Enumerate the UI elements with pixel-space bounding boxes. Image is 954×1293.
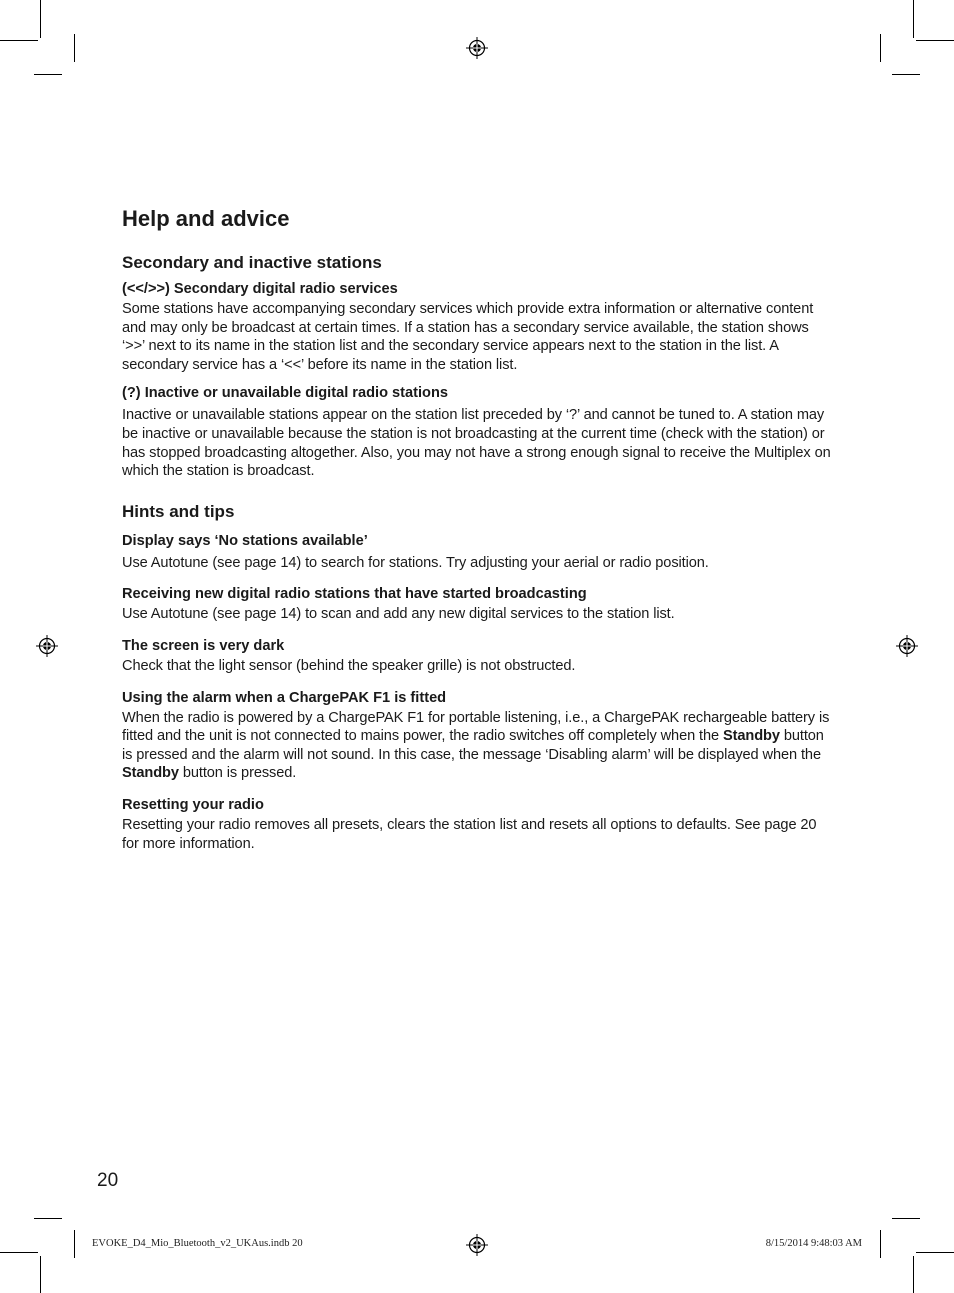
- text-run: When the radio is powered by a ChargePAK F1 for portable listening, i.e., a ChargePAK rechargeable battery is fitted and the unit is not connected to mains power, the radio switches off completely when the: [122, 709, 830, 745]
- registration-mark-icon: [466, 37, 488, 59]
- footer-file-slug: EVOKE_D4_Mio_Bluetooth_v2_UKAus.indb 20: [92, 1238, 303, 1249]
- crop-mark: [880, 1230, 881, 1258]
- section-hints-tips: [122, 501, 834, 853]
- crop-mark: [913, 1256, 914, 1293]
- crop-mark: [34, 74, 62, 75]
- topic-title: Receiving new digital radio stations that have started broadcasting: [122, 586, 587, 603]
- section-secondary-inactive: [122, 252, 834, 481]
- topic-title: (<</>>) Secondary digital radio services: [122, 281, 398, 297]
- topic-text: [122, 709, 834, 783]
- topic-text: Check that the light sensor (behind the speaker grille) is not obstructed.: [122, 657, 576, 674]
- help-topic: [122, 585, 834, 624]
- crop-mark: [892, 74, 920, 75]
- section-heading: Secondary and inactive stations: [122, 253, 382, 272]
- help-topic: [122, 532, 834, 573]
- crop-mark: [0, 40, 38, 41]
- crop-mark: [880, 34, 881, 62]
- registration-mark-icon: [36, 635, 58, 657]
- page-content: [122, 205, 834, 853]
- text-run: button is pressed.: [178, 765, 297, 782]
- help-topic: [122, 637, 834, 676]
- crop-mark: [916, 1252, 954, 1253]
- crop-mark: [74, 1230, 75, 1258]
- standby-label: Standby: [723, 728, 780, 745]
- crop-mark: [913, 0, 914, 38]
- crop-mark: [916, 40, 954, 41]
- help-topic: [122, 689, 834, 783]
- help-topic: [122, 384, 834, 480]
- topic-text: Use Autotune (see page 14) to scan and add any new digital services to the station list.: [122, 606, 675, 623]
- crop-mark: [74, 34, 75, 62]
- help-topic: [122, 280, 834, 374]
- topic-title: Using the alarm when a ChargePAK F1 is fitted: [122, 689, 447, 706]
- crop-mark: [40, 1256, 41, 1293]
- topic-title: The screen is very dark: [122, 637, 285, 654]
- topic-text: Resetting your radio removes all presets, clears the station list and resets all options to defaults. See page 20 for more information.: [122, 816, 817, 852]
- topic-text: Some stations have accompanying secondary services which provide extra information or alternative content and may only be broadcast at certain times. If a station has a secondary service available, the station shows ‘>>’ next to its name in the station list and the secondary service appears next to the station in the list. A secondary service has a ‘<<’ before its name in the station list.: [122, 301, 814, 373]
- section-heading: Hints and tips: [122, 501, 235, 521]
- registration-mark-icon: [466, 1234, 488, 1256]
- standby-label: Standby: [122, 765, 179, 782]
- text-run: button is pressed and the alarm will not sound. In this case, the message ‘Disabling alarm’ will be displayed when the: [122, 728, 824, 763]
- crop-mark: [40, 0, 41, 38]
- crop-mark: [0, 1252, 38, 1253]
- crop-mark: [892, 1218, 920, 1219]
- footer-date-slug: 8/15/2014 9:48:03 AM: [765, 1238, 862, 1249]
- topic-text: Use Autotune (see page 14) to search for stations. Try adjusting your aerial or radio position.: [122, 554, 709, 571]
- topic-title: Resetting your radio: [122, 796, 264, 813]
- topic-title: Display says ‘No stations available’: [122, 532, 368, 549]
- page-title: Help and advice: [122, 206, 290, 231]
- page-number: 20: [97, 1170, 119, 1191]
- topic-text: Inactive or unavailable stations appear on the station list preceded by ‘?’ and cannot be tuned to. A station may be inactive or unavailable because the station is not broadcasting at the current time (check with the station) or has stopped broadcasting altogether. Also, you may not have a strong enough signal to receive the Multiplex on which the station is broadcast.: [122, 407, 831, 480]
- registration-mark-icon: [896, 635, 918, 657]
- crop-mark: [34, 1218, 62, 1219]
- help-topic: [122, 796, 834, 853]
- topic-title: (?) Inactive or unavailable digital radio stations: [122, 385, 448, 402]
